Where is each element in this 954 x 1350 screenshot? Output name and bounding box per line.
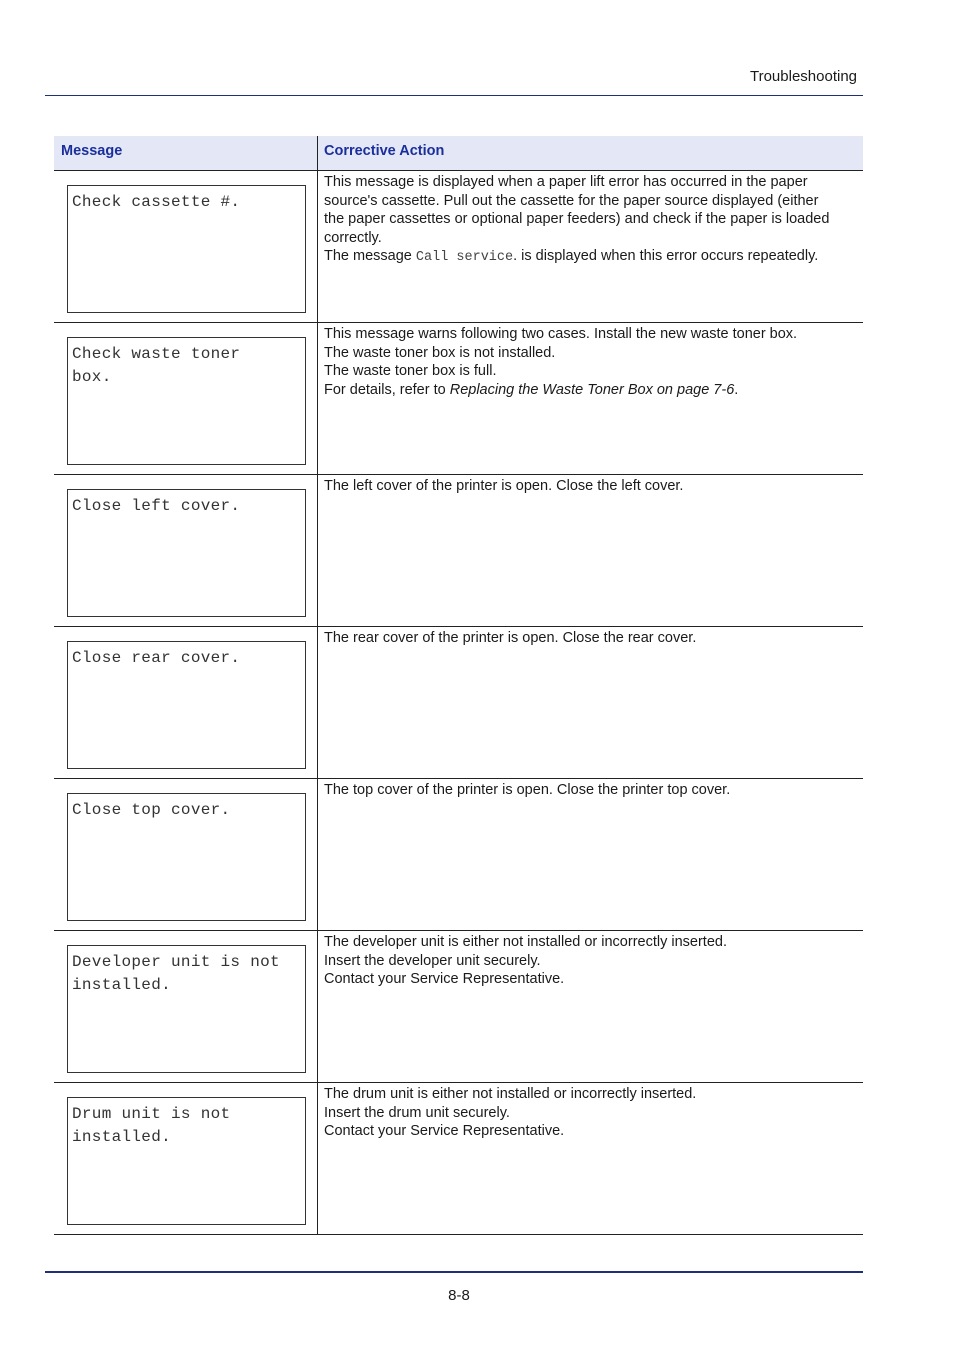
message-cell <box>54 931 318 1082</box>
action-text: The left cover of the printer is open. Close the left cover. <box>324 478 684 494</box>
corrective-action-cell <box>318 627 863 778</box>
corrective-action-cell <box>318 779 863 930</box>
table-row <box>54 931 863 1083</box>
troubleshooting-table <box>54 136 863 1235</box>
message-cell <box>54 627 318 778</box>
action-text-prefix: The message <box>324 248 416 264</box>
corrective-action-cell <box>318 475 863 626</box>
footer-divider <box>45 1271 863 1273</box>
message-cell <box>54 475 318 626</box>
table-row <box>54 475 863 627</box>
action-text: Insert the developer unit securely. <box>324 952 541 969</box>
corrective-action-cell <box>318 171 863 322</box>
header-divider <box>45 95 863 96</box>
table-row <box>54 779 863 931</box>
message-cell <box>54 779 318 930</box>
action-text: This message warns following two cases. Install the new waste toner box. <box>324 326 798 342</box>
message-cell <box>54 171 318 322</box>
corrective-action-cell <box>318 1083 863 1234</box>
reference-link[interactable]: Replacing the Waste Toner Box on page 7-6 <box>449 381 735 398</box>
reference-suffix: . <box>734 381 739 398</box>
lcd-message-display: Check waste toner box. <box>67 337 306 465</box>
action-text: source's cassette. Pull out the cassette for the paper source displayed (either <box>324 192 819 209</box>
action-text: Contact your Service Representative. <box>324 971 565 987</box>
action-text: the paper cassettes or optional paper feeders) and check if the paper is loaded <box>324 211 830 227</box>
lcd-message-display: Drum unit is not installed. <box>67 1097 306 1225</box>
action-text-repeated-error <box>324 247 857 268</box>
action-text: The rear cover of the printer is open. Close the rear cover. <box>324 630 697 646</box>
lcd-message-display: Check cassette #. <box>67 185 306 313</box>
action-text: Contact your Service Representative. <box>324 1123 565 1139</box>
action-text: The waste toner box is not installed. <box>324 344 556 361</box>
reference-prefix: For details, refer to <box>324 381 450 398</box>
corrective-action-cell <box>318 323 863 474</box>
action-text: The developer unit is either not installed or incorrectly inserted. <box>324 934 727 950</box>
action-text-reference <box>324 381 857 400</box>
action-text: Insert the drum unit securely. <box>324 1104 510 1121</box>
call-service-code: Call service <box>415 250 514 265</box>
lcd-message-display: Close top cover. <box>67 793 306 921</box>
column-header-message: Message <box>54 136 318 170</box>
corrective-action-cell <box>318 931 863 1082</box>
page-number: 8-8 <box>448 1287 470 1304</box>
table-row <box>54 1083 863 1235</box>
action-text: correctly. <box>324 229 382 246</box>
action-text: The top cover of the printer is open. Close the printer top cover. <box>324 782 731 798</box>
lcd-message-display: Developer unit is not installed. <box>67 945 306 1073</box>
column-header-corrective-action: Corrective Action <box>324 143 445 159</box>
message-cell <box>54 323 318 474</box>
action-text: The drum unit is either not installed or incorrectly inserted. <box>324 1086 697 1102</box>
lcd-message-display: Close left cover. <box>67 489 306 617</box>
action-text-suffix: . is displayed when this error occurs repeatedly. <box>513 248 819 264</box>
table-row <box>54 171 863 323</box>
action-text: This message is displayed when a paper lift error has occurred in the paper <box>324 174 808 190</box>
table-row <box>54 627 863 779</box>
message-cell <box>54 1083 318 1234</box>
table-row <box>54 323 863 475</box>
section-title: Troubleshooting <box>749 68 857 85</box>
lcd-message-display: Close rear cover. <box>67 641 306 769</box>
action-text: The waste toner box is full. <box>324 363 497 379</box>
table-header <box>54 136 863 171</box>
